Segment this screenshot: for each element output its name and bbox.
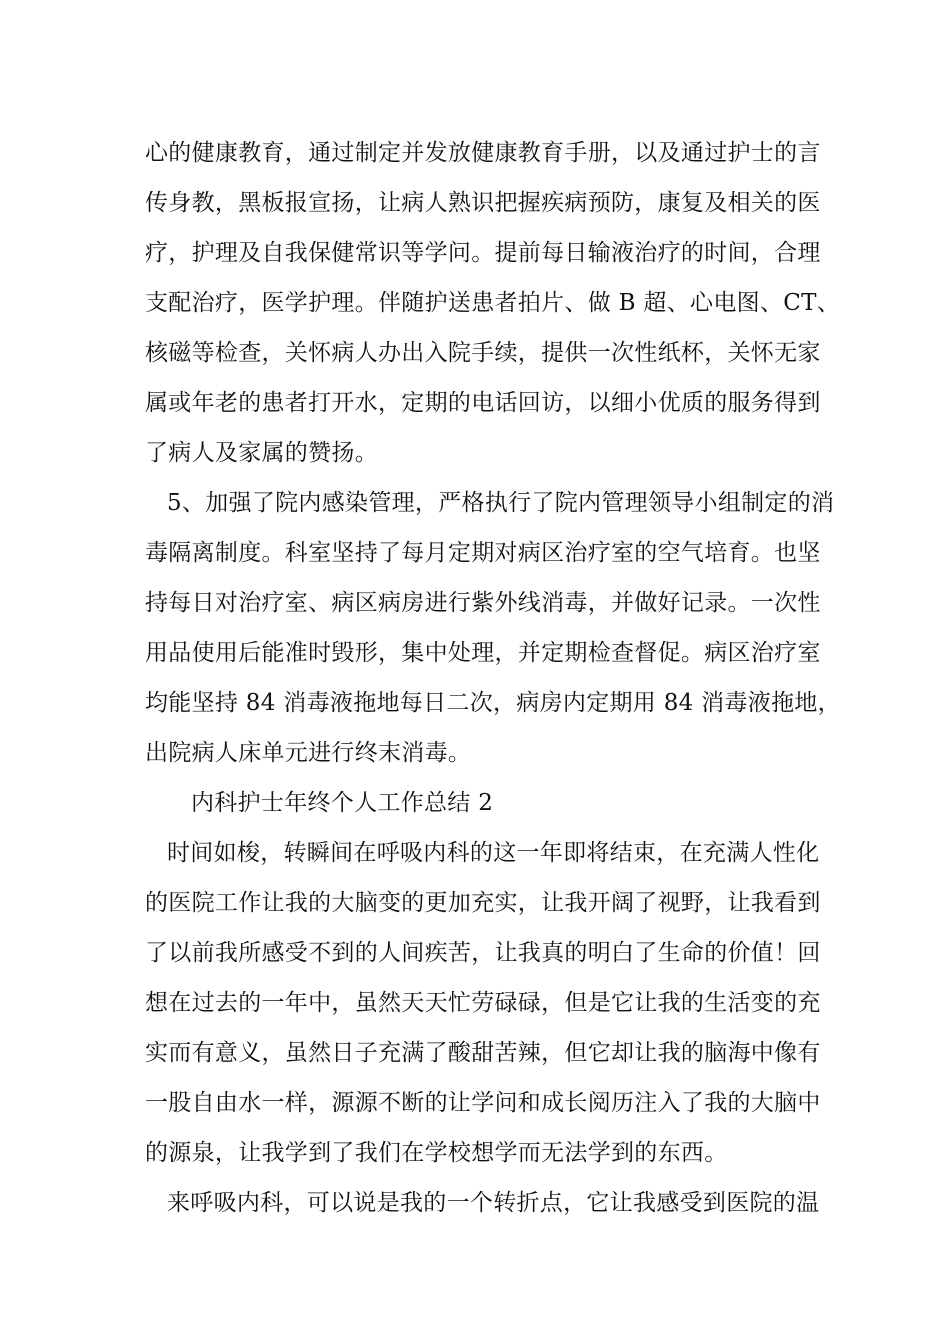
text-line: 5、加强了院内感染管理，严格执行了院内管理领导小组制定的消	[167, 490, 835, 516]
text-line: 来呼吸内科，可以说是我的一个转折点，它让我感受到医院的温	[167, 1190, 820, 1216]
text-line: 实而有意义，虽然日子充满了酸甜苦辣，但它却让我的脑海中像有	[145, 1040, 821, 1066]
text-line: 了以前我所感受不到的人间疾苦，让我真的明白了生命的价值！回	[145, 940, 821, 966]
text-line: 均能坚持 84 消毒液拖地每日二次，病房内定期用 84 消毒液拖地，	[145, 690, 841, 716]
text-line: 想在过去的一年中，虽然天天忙劳碌碌，但是它让我的生活变的充	[145, 990, 821, 1016]
paragraph-year-reflection	[145, 828, 821, 1178]
text-line: 持每日对治疗室、病区病房进行紫外线消毒，并做好记录。一次性	[145, 590, 821, 616]
text-line: 时间如梭，转瞬间在呼吸内科的这一年即将结束，在充满人性化	[167, 840, 820, 866]
text-line: 核磁等检查，关怀病人办出入院手续，提供一次性纸杯，关怀无家	[145, 340, 821, 366]
document-body	[145, 128, 841, 1228]
text-line: 疗，护理及自我保健常识等学问。提前每日输液治疗的时间，合理	[145, 240, 821, 266]
text-line: 用品使用后能准时毁形，集中处理，并定期检查督促。病区治疗室	[145, 640, 821, 666]
paragraph-health-education	[145, 128, 841, 478]
text-line: 属或年老的患者打开水，定期的电话回访，以细小优质的服务得到	[145, 390, 821, 416]
section-heading	[145, 778, 807, 828]
text-line: 支配治疗，医学护理。伴随护送患者拍片、做 B 超、心电图、CT、	[145, 290, 841, 316]
paragraph-turning-point	[145, 1178, 820, 1228]
text-line: 心的健康教育，通过制定并发放健康教育手册，以及通过护士的言	[145, 140, 821, 166]
text-line: 传身教，黑板报宣扬，让病人熟识把握疾病预防，康复及相关的医	[145, 190, 821, 216]
text-line: 毒隔离制度。科室坚持了每月定期对病区治疗室的空气培育。也坚	[145, 540, 821, 566]
text-line: 出院病人床单元进行终末消毒。	[145, 740, 472, 766]
text-line: 了病人及家属的赞扬。	[145, 440, 378, 466]
text-line: 一股自由水一样，源源不断的让学问和成长阅历注入了我的大脑中	[145, 1090, 821, 1116]
paragraph-infection-management	[145, 478, 841, 778]
section-title: 内科护士年终个人工作总结 2	[191, 790, 494, 816]
text-line: 的源泉，让我学到了我们在学校想学而无法学到的东西。	[145, 1140, 728, 1166]
text-line: 的医院工作让我的大脑变的更加充实，让我开阔了视野，让我看到	[145, 890, 821, 916]
